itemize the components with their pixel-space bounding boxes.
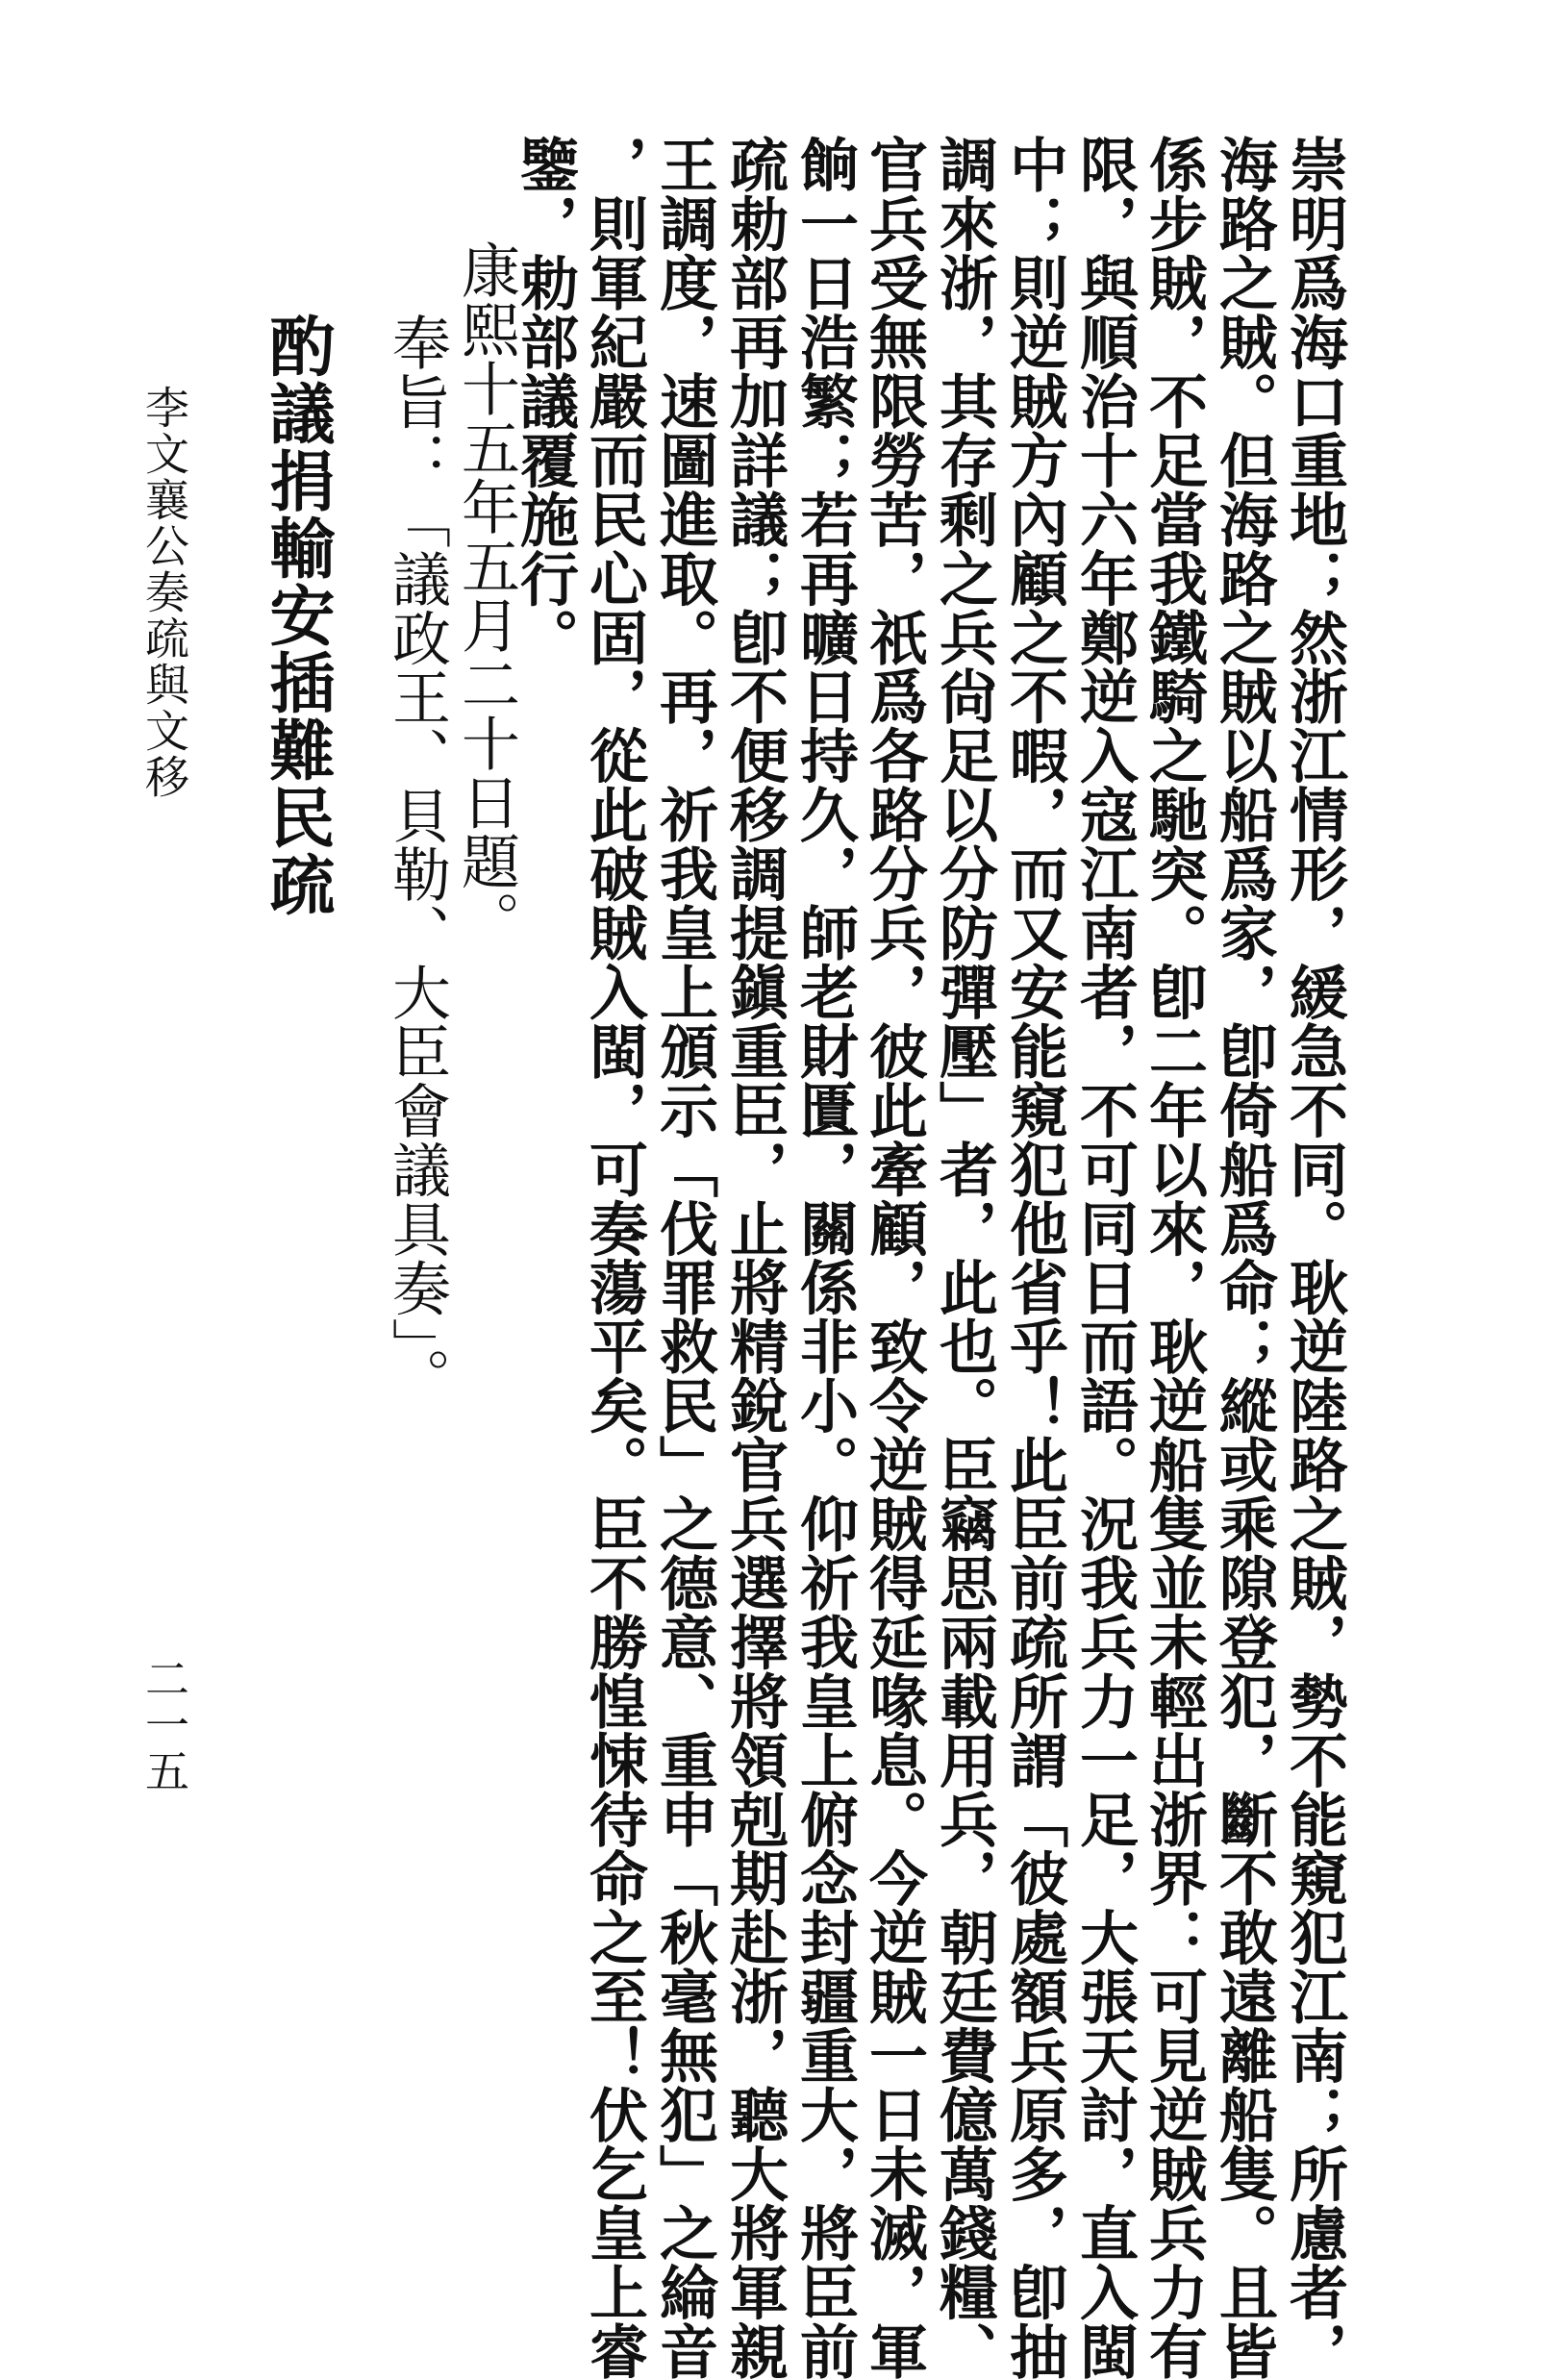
body-column-10: 王調度，速圖進取。再，祈我皇上頒示「伐罪救民」之德意、重申「秋毫無犯」之綸音 [650, 135, 718, 2380]
body-column-5: 中；則逆賊方內顧之不暇，而又安能窺犯他省乎！此臣前疏所謂「彼處額兵原多，卽抽 [1000, 135, 1068, 2380]
body-column-7: 官兵受無限勞苦，祇爲各路分兵，彼此牽顧，致令逆賊得延喙息。今逆賊一日未滅，軍 [860, 135, 928, 2380]
next-memorial-heading: 酌議捐輸安插難民疏 [259, 313, 336, 918]
body-column-4: 限，與順治十六年鄭逆入寇江南者，不可同日而語。況我兵力一足，大張天討，直入閩 [1070, 135, 1139, 2380]
body-column-3: 係步賊，不足當我鐵騎之馳突。卽二年以來，耿逆船隻並未輕出浙界：可見逆賊兵力有 [1140, 135, 1208, 2380]
body-column-6: 調來浙，其存剩之兵尙足以分防彈壓」者，此也。臣竊思兩載用兵，朝廷費億萬錢糧、 [930, 135, 998, 2380]
page-number: 二一五 [138, 1656, 190, 1794]
running-header-book-title: 李文襄公奏疏與文移 [138, 385, 190, 800]
body-column-8: 餉一日浩繁；若再曠日持久，師老財匱，關係非小。仰祈我皇上俯念封疆重大，將臣前 [790, 135, 859, 2380]
body-column-9: 疏勅部再加詳議；卽不便移調提鎭重臣，止將精銳官兵選擇將領剋期赴浙，聽大將軍親 [720, 135, 789, 2380]
body-column-12: 鑒，勅部議覆施行。 [511, 135, 579, 667]
memorial-date-line: 康熙十五年五月二十日題。 [452, 240, 520, 950]
imperial-edict-line: 奉旨：「議政王、貝勒、大臣會議具奏」。 [383, 313, 451, 1407]
body-column-1: 崇明爲海口重地；然浙江情形，緩急不同。耿逆陸路之賊，勢不能窺犯江南；所慮者， [1280, 135, 1348, 2380]
body-column-11: ，則軍紀嚴而民心固，從此破賊入閩，可奏蕩平矣。臣不勝惶悚待命之至！伏乞皇上睿 [580, 135, 648, 2380]
body-column-2: 海路之賊。但海路之賊以船爲家，卽倚船爲命；縱或乘隙登犯，斷不敢遠離船隻。且皆 [1210, 135, 1278, 2380]
